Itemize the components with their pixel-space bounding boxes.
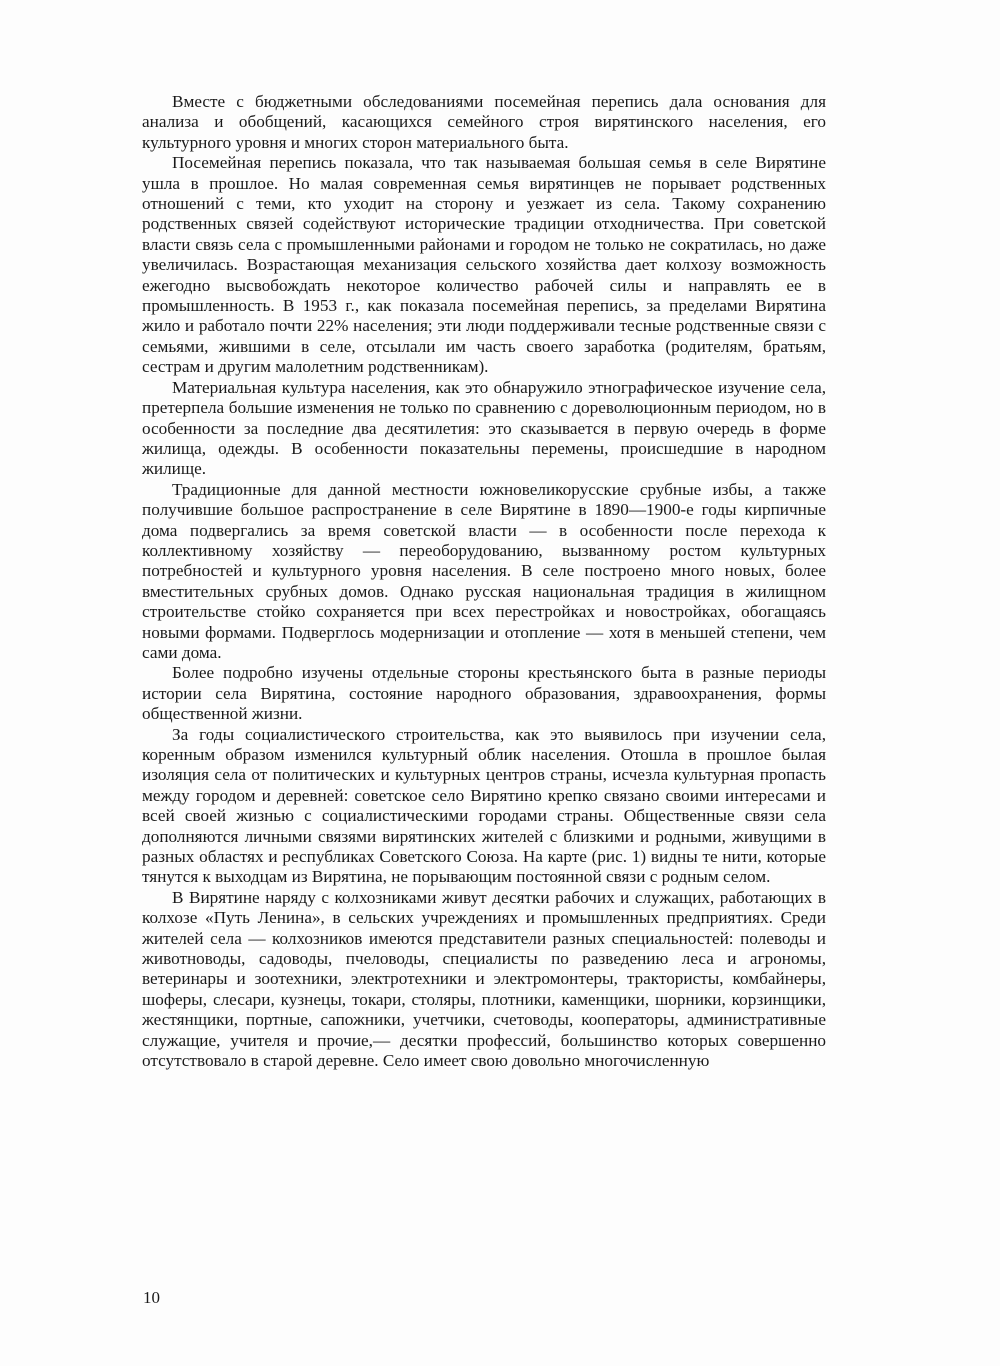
paragraph-3: Материальная культура населения, как это обнаружило этнографическое изучение села, претерпела большие изменения не только по сравнению с дореволюционным периодом, но в особенности за последние два десятилетия: это сказывается в первую очередь в форме жилища, одежды. В особенности показательны перемены, происшедшие в народном жилище. [142, 377, 826, 479]
paragraph-7: В Вирятине наряду с колхозниками живут десятки рабочих и служащих, работающих в колхозе «Путь Ленина», в сельских учреждениях и промышленных предприятиях. Среди жителей села — колхозников имеются представители разных специальностей: полеводы и животноводы, садоводы, пчеловоды, специалисты по разведению леса и агрономы, ветеринары и зоотехники, электротехники и электромонтеры, трактористы, комбайнеры, шоферы, слесари, кузнецы, токари, столяры, плотники, каменщики, шорники, корзинщики, жестянщики, портные, сапожники, учетчики, счетоводы, кооператоры, административные служащие, учителя и прочие,— десятки профессий, большинство которых совершенно отсутствовало в старой деревне. Село имеет свою довольно многочисленную [142, 887, 826, 1071]
paragraph-4: Традиционные для данной местности южновеликорусские срубные избы, а также получившие большое распространение в селе Вирятине в 1890—1900-е годы кирпичные дома подвергались за время советской власти — в особенности после перехода к коллективному хозяйству — переоборудованию, вызванному ростом культурных потребностей и культурного уровня населения. В селе построено много новых, более вместительных срубных домов. Однако русская национальная традиция в жилищном строительстве стойко сохраняется при всех перестройках и новостройках, обогащаясь новыми формами. Подверглось модернизации и отопление — хотя в меньшей степени, чем сами дома. [142, 479, 826, 662]
paragraph-2: Посемейная перепись показала, что так называемая большая семья в селе Вирятине ушла в прошлое. Но малая современная семья вирятинцев не порывает родственных отношений с теми, кто уходит на сторону и уезжает из села. Такому сохранению родственных связей содействуют исторические традиции отходничества. При советской власти связь села с промышленными районами и городом не только не сократилась, но даже увеличилась. Возрастающая механизация сельского хозяйства дает колхозу возможность ежегодно высвобождать некоторое количество рабочей силы и направлять ее в промышленность. В 1953 г., как показала посемейная перепись, за пределами Вирятина жило и работало почти 22% населения; эти люди поддерживали тесные родственные связи с семьями, жившими в селе, отсылали им часть своего заработка (родителям, братьям, сестрам и другим малолетним родственникам). [142, 153, 826, 377]
body-text [142, 92, 826, 1072]
page-number: 10 [143, 1288, 160, 1307]
paragraph-6: За годы социалистического строительства, как это выявилось при изучении села, коренным образом изменился культурный облик населения. Отошла в прошлое былая изоляция села от политических и культурных центров страны, исчезла культурная пропасть между городом и деревней: советское село Вирятино крепко связано своими интересами и всей своей жизнью с социалистическими городами страны. Общественные связи села дополняются личными связями вирятинских жителей с близкими и родными, живущими в разных областях и республиках Советского Союза. На карте (рис. 1) видны те нити, которые тянутся к выходцам из Вирятина, не порывающим постоянной связи с родным селом. [142, 724, 826, 887]
paragraph-5: Более подробно изучены отдельные стороны крестьянского быта в разные периоды истории села Вирятина, состояние народного образования, здравоохранения, формы общественной жизни. [142, 663, 826, 724]
paragraph-1: Вместе с бюджетными обследованиями посемейная перепись дала основания для анализа и обобщений, касающихся семейного строя вирятинского населения, его культурного уровня и многих сторон материального быта. [142, 92, 826, 152]
